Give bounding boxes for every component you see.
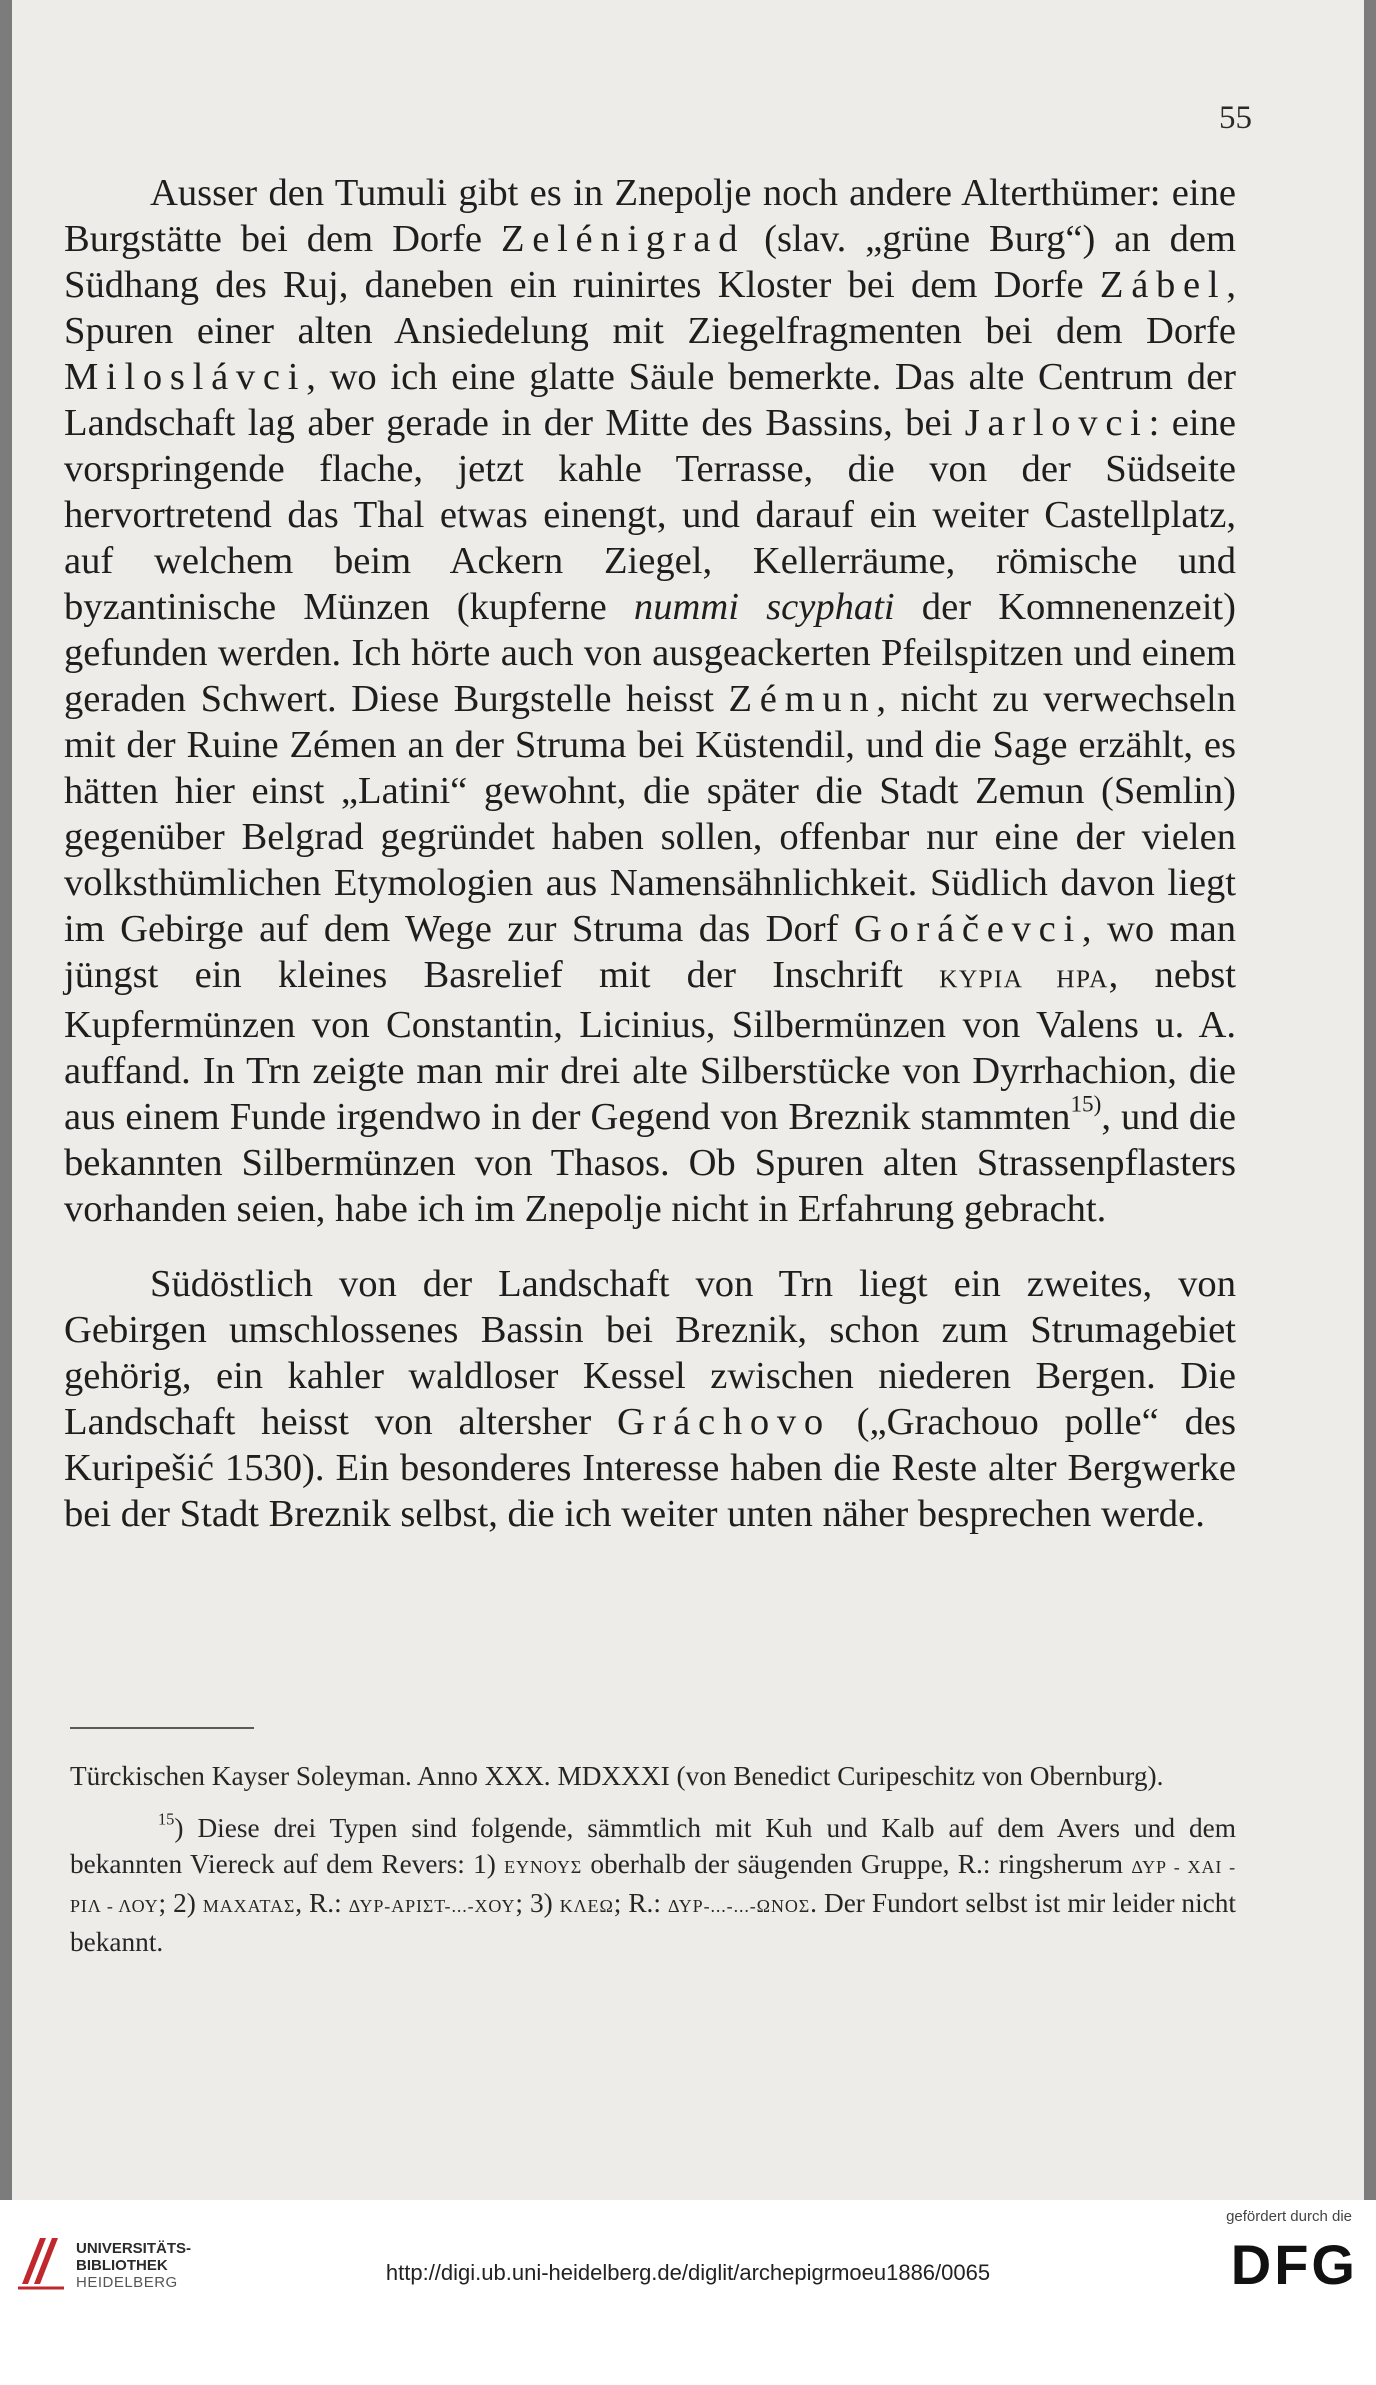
text-run: , und die bekannten Silbermünzen von Thasos. Ob Spuren alten Strassenpflasters vorhanden seien, habe ich im Znepolje nicht in Erfahrung gebracht. xyxy=(64,1096,1236,1230)
place-name: Zábel xyxy=(1099,264,1227,306)
logo-line: HEIDELBERG xyxy=(76,2274,178,2291)
body-text xyxy=(64,170,1236,1537)
dfg-logo[interactable]: DFG xyxy=(1230,2233,1358,2296)
logo-line: UNIVERSITÄTS- xyxy=(76,2240,192,2257)
university-library-logo[interactable] xyxy=(14,2230,264,2330)
scanned-page xyxy=(12,0,1364,2200)
italic-term: nummi scyphati xyxy=(633,586,895,628)
text-run: ; R.: xyxy=(613,1888,668,1918)
text-run: Ausser den Tumuli gibt es in Znepolje noch andere Alterthümer: eine Burgstätte bei dem Dorfe xyxy=(64,172,1236,260)
text-run: ; 3) xyxy=(515,1888,560,1918)
funded-by-label: gefördert durch die xyxy=(1226,2208,1352,2225)
text-run: ) Diese drei Typen sind folgende, sämmtlich mit Kuh und Kalb auf dem Avers und dem bekannten Viereck auf dem Revers: 1) xyxy=(70,1813,1236,1879)
place-name: Zelénigrad xyxy=(500,218,746,260)
text-run: Südöstlich von der Landschaft von Trn liegt ein zweites, von Gebirgen umschlossenes Bassin bei Breznik, schon zum Strumagebiet gehörig, ein kahler waldloser Kessel zwischen niederen Bergen. Die Landschaft heisst von altersher xyxy=(64,1263,1236,1443)
text-run: , nebst Kupfermünzen von Constantin, Licinius, Silbermünzen von Valens u. A. auffand. In Trn zeigte man mir drei alte Silberstücke von Dyrrhachion, die aus einem Funde irgendwo in der Gegend von Breznik stammten xyxy=(64,954,1236,1138)
permalink-url[interactable]: http://digi.ub.uni-heidelberg.de/diglit/archepigrmoeu1886/0065 xyxy=(385,2260,991,2285)
greek-legend: ΜΑΧΑΤΑΣ xyxy=(202,1896,296,1916)
paragraph-2 xyxy=(64,1261,1236,1537)
paragraph-1 xyxy=(64,170,1236,1232)
library-emblem-icon xyxy=(14,2230,70,2292)
footnote-ref[interactable]: 15) xyxy=(1070,1091,1102,1118)
place-name: Jarlovci xyxy=(964,402,1149,444)
text-run: der Komnenenzeit) gefunden werden. Ich hörte auch von ausgeackerten Pfeilspitzen und einem geraden Schwert. Diese Burgstelle heisst xyxy=(64,586,1236,720)
footnote-mark: 15 xyxy=(158,1809,175,1829)
greek-legend: ΔΥΡ-ΑΡΙΣΤ-...-ΧΟΥ xyxy=(348,1896,516,1916)
footnotes xyxy=(70,1758,1236,1960)
greek-legend: ΔΥΡ-...-...-ΩΝΟΣ xyxy=(667,1896,811,1916)
text-run: , wo ich eine glatte Säule bemerkte. Das alte Centrum der Landschaft lag aber gerade in der Mitte des Bassins, bei xyxy=(64,356,1236,444)
text-run: ; 2) xyxy=(158,1888,203,1918)
logo-line: BIBLIOTHEK xyxy=(76,2257,168,2274)
greek-inscription: ΚΥΡΙΑ ΗΡΑ xyxy=(939,964,1109,993)
footnote-15 xyxy=(70,1810,1236,1960)
greek-legend: ΔΥΡ - ΧΑΙ - ΡΙΛ - ΛΟΥ xyxy=(70,1857,1237,1916)
place-name: Gráchovo xyxy=(617,1401,831,1443)
place-name: Goráčevci xyxy=(853,908,1082,950)
footnote-continued: Türckischen Kayser Soleyman. Anno XXX. MDXXXI (von Benedict Curipeschitz von Obernburg). xyxy=(70,1761,1164,1791)
text-run: oberhalb der säugenden Gruppe, R.: ringsherum xyxy=(582,1849,1132,1879)
text-run: , wo man jüngst ein kleines Basrelief mit der Inschrift xyxy=(64,908,1236,996)
text-run: (slav. „grüne Burg“) an dem Südhang des Ruj, daneben ein ruinirtes Kloster bei dem Dorfe xyxy=(64,218,1237,306)
place-name: Zémun xyxy=(728,678,877,720)
greek-legend: ΚΛΕΩ xyxy=(559,1896,614,1916)
greek-legend: ΕΥΝΟΥΣ xyxy=(504,1857,583,1877)
text-run: , nicht zu verwechseln mit der Ruine Zémen an der Struma bei Küstendil, und die Sage erzählt, es hätten hier einst „Latini“ gewohnt, die später die Stadt Zemun (Semlin) gegenüber Belgrad gegründet haben sollen, offenbar nur eine der vielen volksthümlichen Etymologien aus Namensähnlichkeit. Südlich davon liegt im Gebirge auf dem Wege zur Struma das Dorf xyxy=(64,678,1236,950)
page-number: 55 xyxy=(1219,100,1252,136)
logo-text xyxy=(76,2240,191,2291)
text-run: , R.: xyxy=(295,1888,349,1918)
text-run: („Grachouo polle“ des Kuripešić 1530). Ein besonderes Interesse haben die Reste alter Bergwerke bei der Stadt Breznik selbst, die ich weiter unten näher besprechen werde. xyxy=(64,1401,1236,1535)
place-name: Miloslávci xyxy=(64,356,307,398)
text-run: . Der Fundort selbst ist mir leider nicht bekannt. xyxy=(70,1888,1237,1957)
footnote-divider xyxy=(70,1727,254,1729)
text-run: : eine vorspringende flache, jetzt kahle Terrasse, die von der Südseite hervortretend das Thal etwas einengt, und darauf ein weiter Castellplatz, auf welchem beim Ackern Ziegel, Kellerräume, römische und byzantinische Münzen (kupferne xyxy=(64,402,1236,628)
text-run: , Spuren einer alten Ansiedelung mit Ziegelfragmenten bei dem Dorfe xyxy=(64,264,1236,352)
